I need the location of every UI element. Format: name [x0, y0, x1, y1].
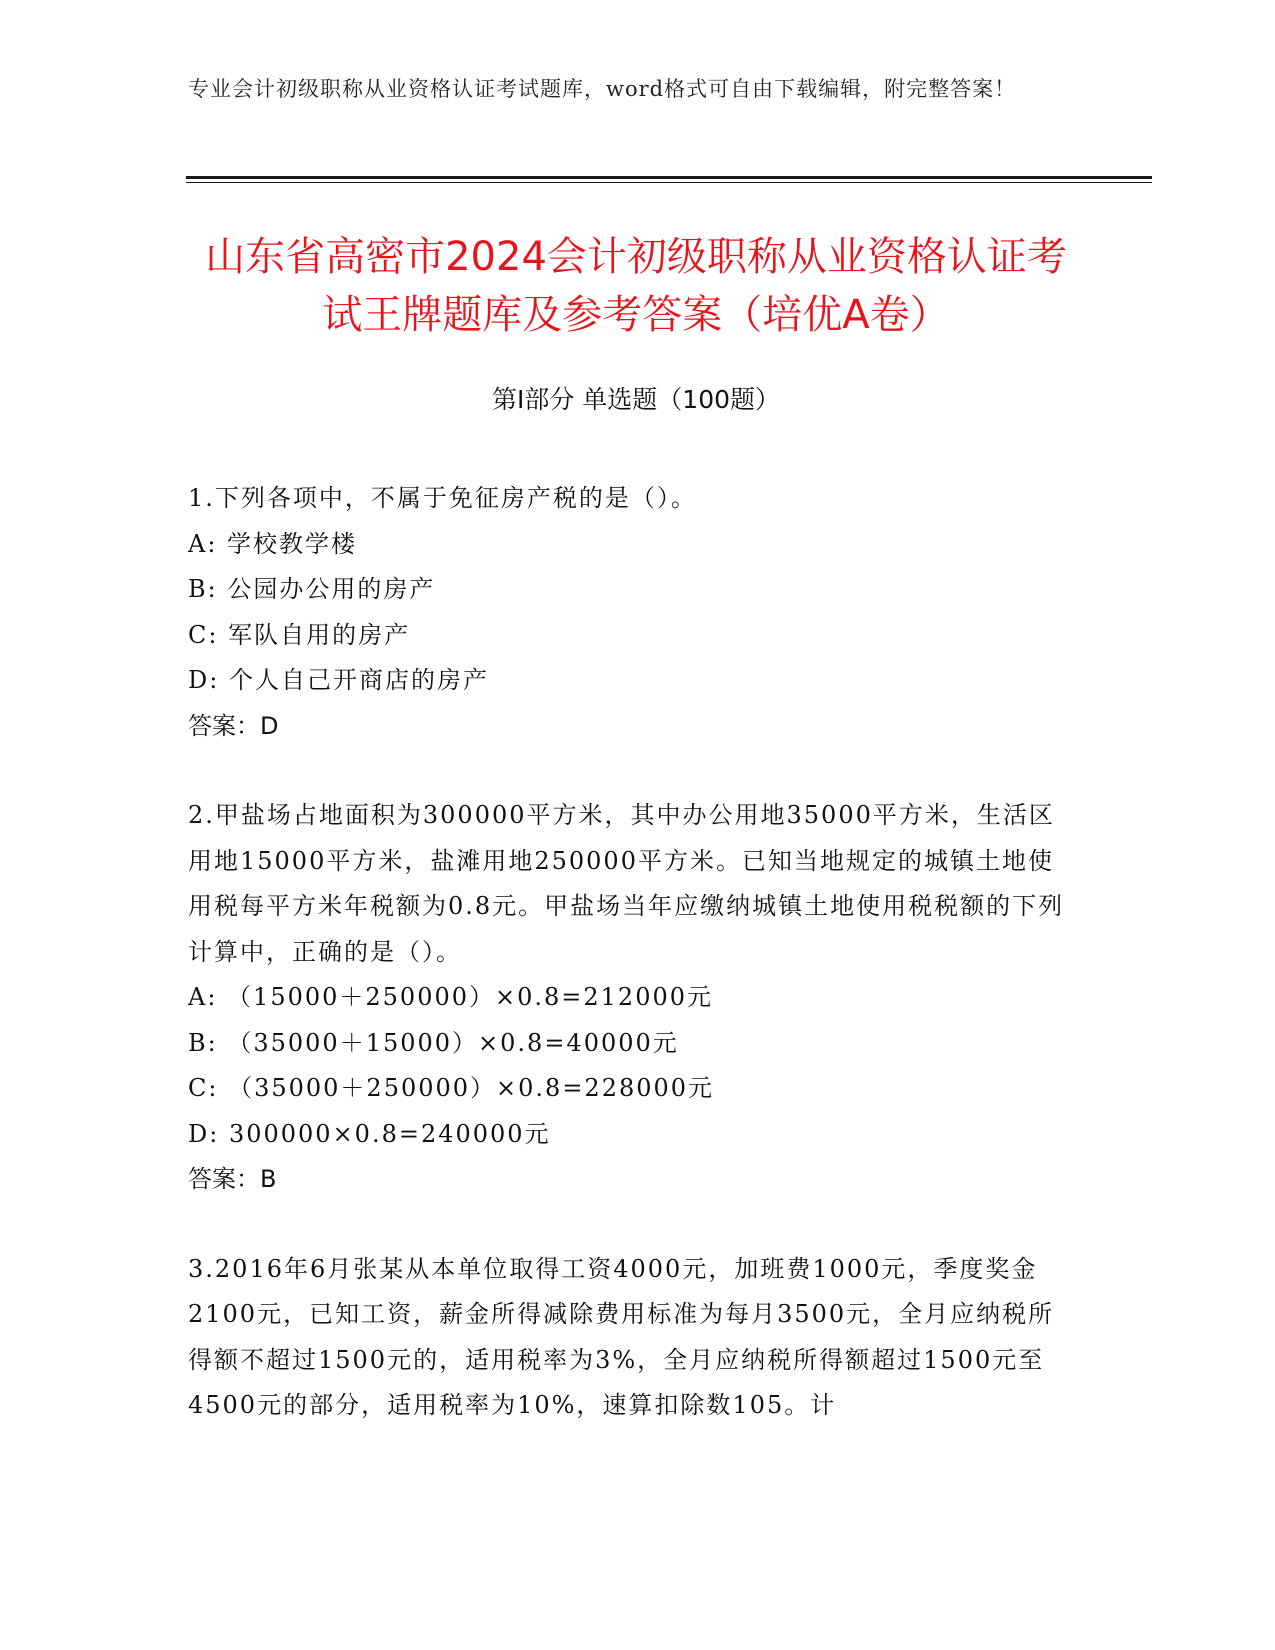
question-1 [188, 476, 1068, 749]
option-b: B: （35000＋15000）×0.8=40000元 [188, 1028, 679, 1057]
header-divider-thick [186, 176, 1152, 179]
option-d: D: 300000×0.8=240000元 [188, 1119, 551, 1148]
section-heading: 第I部分 单选题（100题） [491, 385, 781, 414]
option-c: C: 军队自用的房产 [188, 620, 411, 649]
document-title: 山东省高密市2024会计初级职称从业资格认证考试王牌题库及参考答案（培优A卷） [205, 234, 1067, 338]
question-3 [188, 1247, 1068, 1429]
question-list [188, 476, 1068, 1473]
option-c: C: （35000＋250000）×0.8=228000元 [188, 1074, 715, 1102]
answer-line: 答案：B [188, 1165, 277, 1193]
question-stem: 2.甲盐场占地面积为300000平方米，其中办公用地35000平方米，生活区用地15000平方米，盐滩用地250000平方米。已知当地规定的城镇土地使用税每平方米年税额为0.8元。甲盐场当年应缴纳城镇土地使用税税额的下列计算中，正确的是（）。 [188, 801, 1065, 966]
answer-line: 答案：D [188, 711, 279, 740]
header-divider-thin [186, 182, 1152, 183]
option-a: A: 学校教学楼 [188, 529, 358, 558]
question-stem: 3.2016年6月张某从本单位取得工资4000元，加班费1000元，季度奖金2100元，已知工资，薪金所得减除费用标准为每月3500元，全月应纳税所得额不超过1500元的，适用税率为3%，全月应纳税所得额超过1500元至4500元的部分，适用税率为10%，速算扣除数105。计 [188, 1254, 1055, 1419]
header-note: 专业会计初级职称从业资格认证考试题库，word格式可自由下载编辑，附完整答案！ [188, 77, 1017, 101]
question-2 [188, 793, 1068, 1203]
option-b: B: 公园办公用的房产 [188, 575, 436, 603]
option-d: D: 个人自己开商店的房产 [188, 666, 489, 694]
question-stem: 1.下列各项中，不属于免征房产税的是（）。 [188, 484, 697, 512]
option-a: A: （15000＋250000）×0.8=212000元 [188, 983, 714, 1011]
